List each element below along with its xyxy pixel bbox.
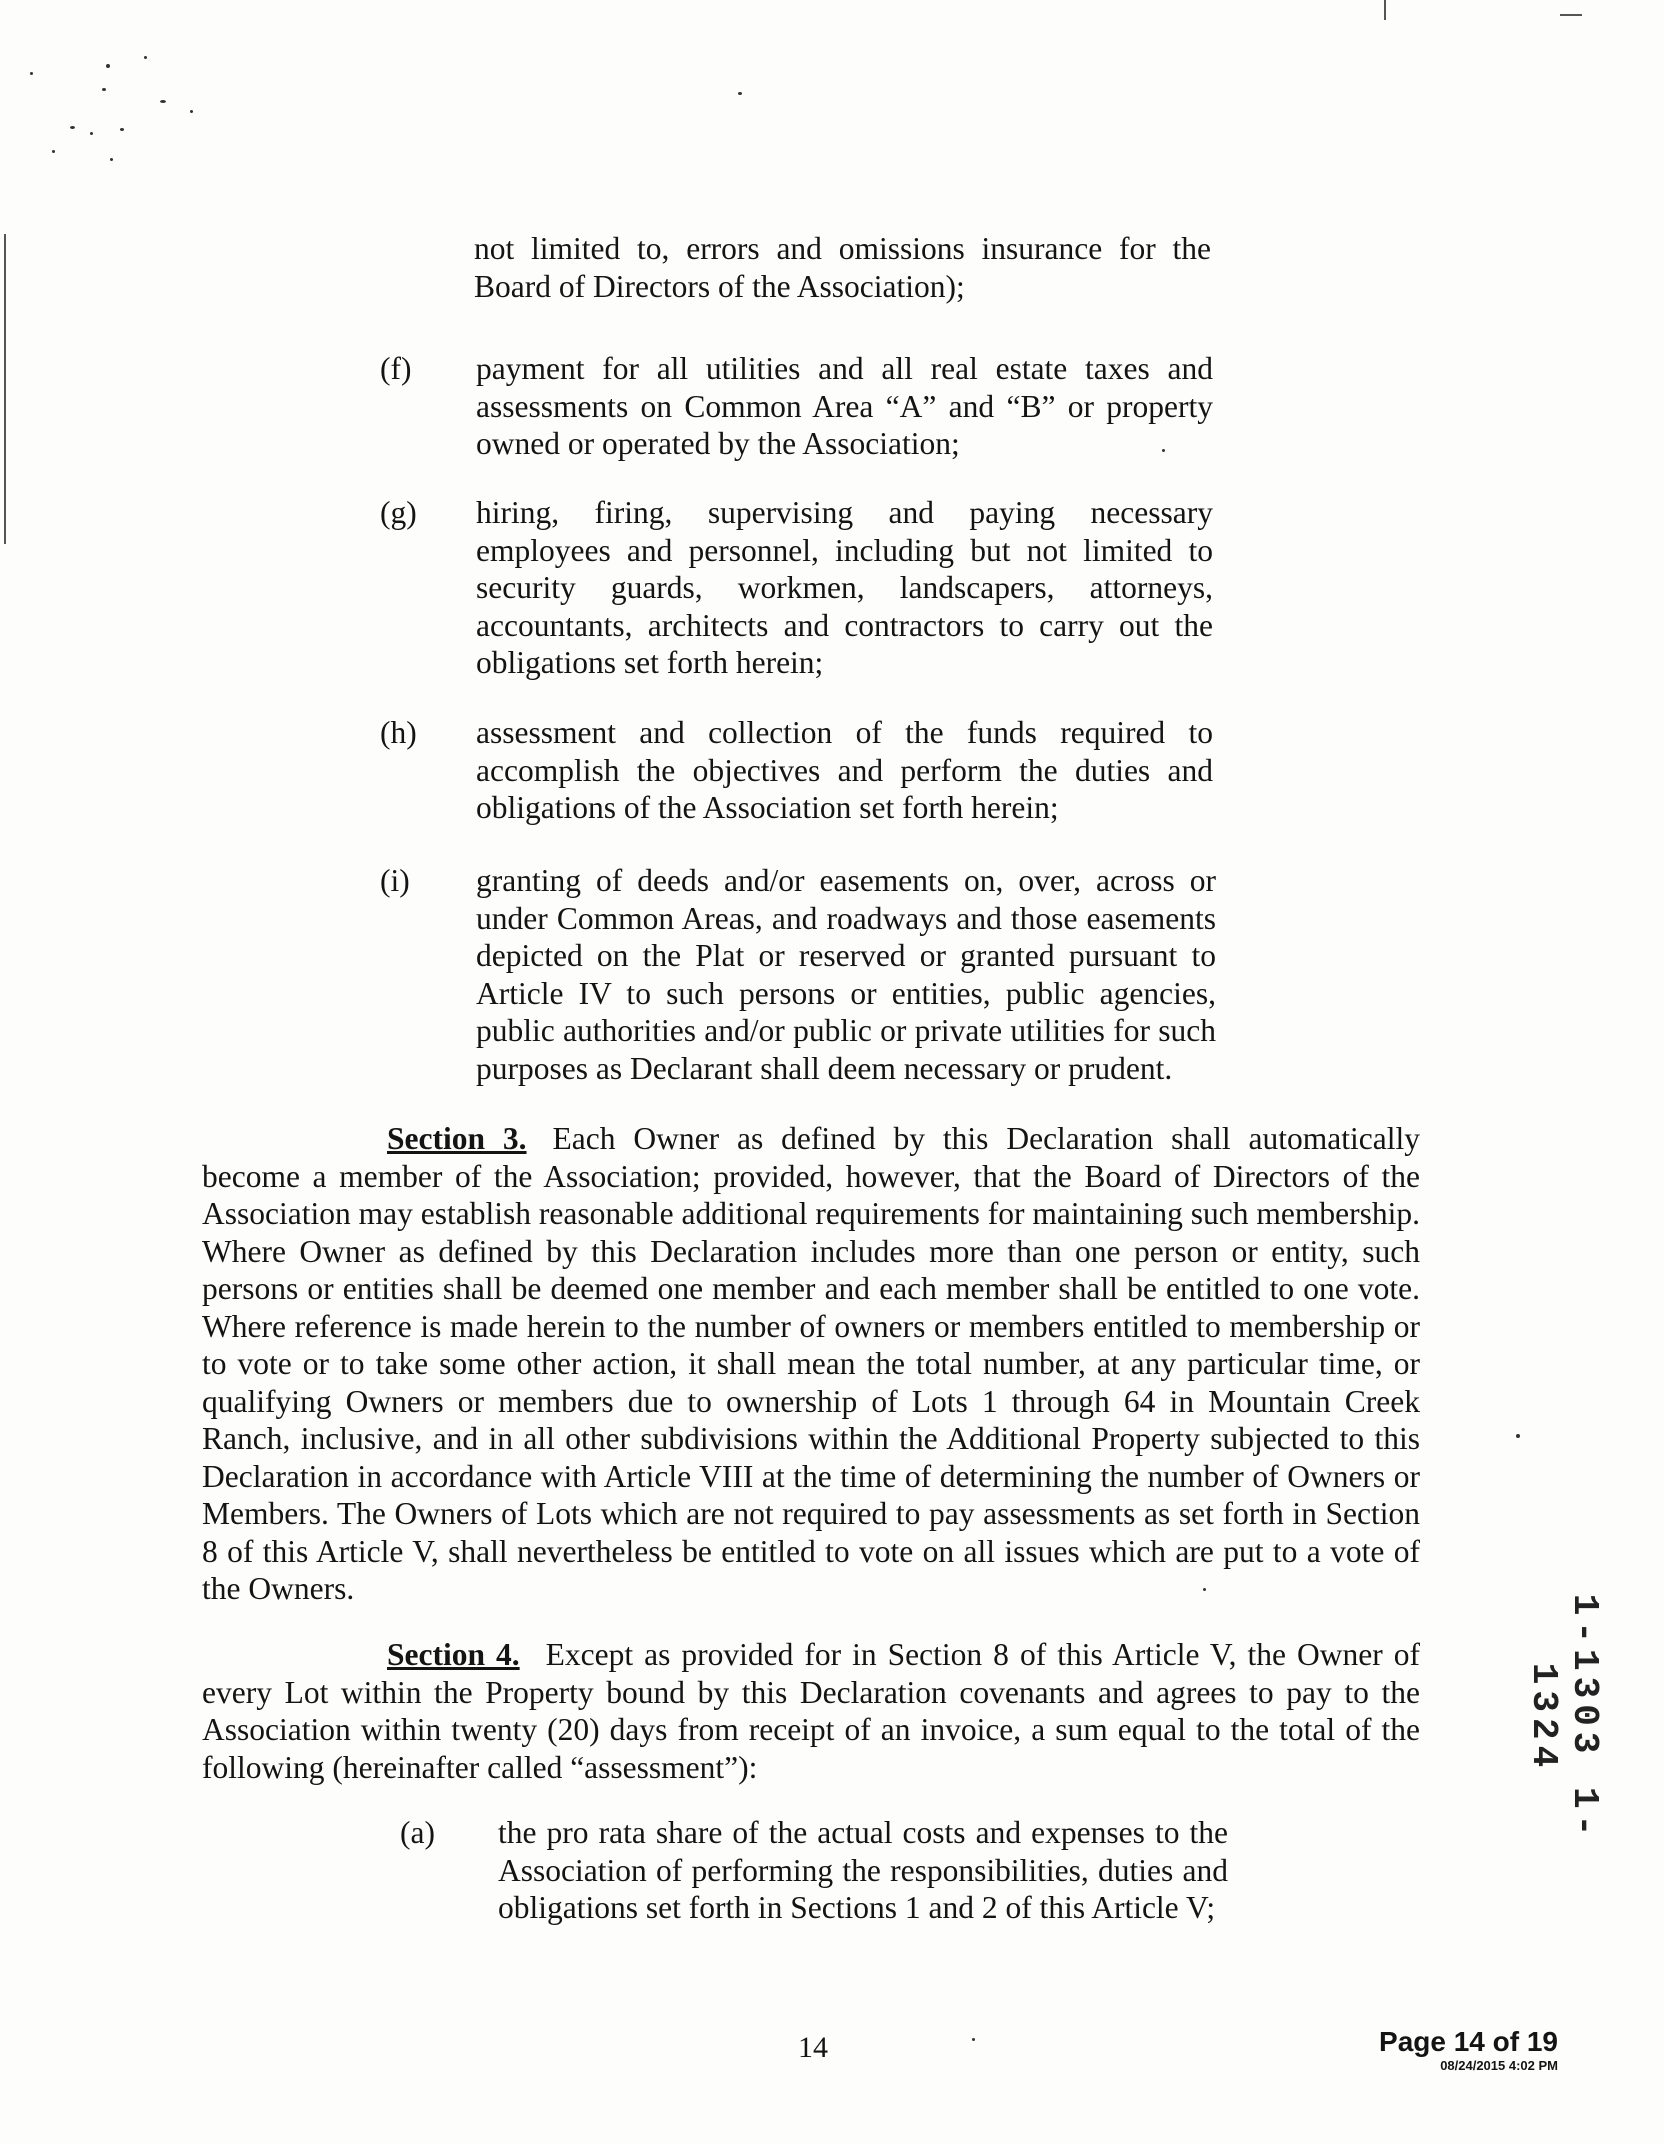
scan-speck [102, 88, 106, 91]
scan-speck [52, 150, 55, 153]
scan-speck [972, 2038, 975, 2041]
scan-speck [90, 132, 93, 135]
scan-speck [120, 128, 124, 131]
scan-edge-line [1384, 0, 1386, 20]
item-label: (g) [380, 495, 417, 530]
item-label: (a) [400, 1815, 435, 1850]
margin-recording-number: 1-1303 1-1324 [1523, 1593, 1605, 1843]
list-item-h [380, 714, 1213, 827]
section-4-paragraph [202, 1636, 1420, 1786]
item-label: (h) [380, 715, 417, 750]
list-item [378, 230, 1211, 305]
scan-edge-line [1560, 14, 1582, 16]
scan-speck [106, 64, 110, 68]
section-4-text: Except as provided for in Section 8 of this Article V, the Owner of every Lot within the Property bound by this Declaration covenants and agrees to pay to the Association within twenty (20) days from receipt of an invoice, a sum equal to the total of the following (hereinafter called “assessment”): [202, 1637, 1420, 1785]
page-of-label: Page 14 of 19 [1379, 2026, 1558, 2057]
scan-speck [70, 126, 75, 129]
print-timestamp: 08/24/2015 4:02 PM [1440, 2058, 1558, 2073]
item-text: assessment and collection of the funds required to accomplish the objectives and perform the duties and obligations of the Association set forth herein; [476, 715, 1213, 825]
item-text: not limited to, errors and omissions insurance for the Board of Directors of the Association); [474, 231, 1211, 304]
scan-speck [30, 72, 33, 75]
page-number: 14 [798, 2031, 828, 2064]
scan-speck [144, 56, 147, 59]
item-label: (i) [380, 863, 410, 898]
list-item-i [380, 862, 1216, 1087]
item-label: (f) [380, 351, 412, 386]
section-3-text: Each Owner as defined by this Declaration shall automatically become a member of the Association; provided, however, that the Board of Directors of the Association may establish reasonable additional requirements for maintaining such membership. Where Owner as defined by this Declaration includes more than one person or entity, such persons or entities shall be deemed one member and each member shall be entitled to one vote. Where reference is made herein to the number of owners or members entitled to membership or to vote or to take some other action, it shall mean the total number, at any particular time, or qualifying Owners or members due to ownership of Lots 1 through 64 in Mountain Creek Ranch, inclusive, and in all other subdivisions within the Additional Property subjected to this Declaration in accordance with Article VIII at the time of determining the number of Owners or Members. The Owners of Lots which are not required to pay assessments as set forth in Section 8 of this Article V, shall nevertheless be entitled to vote on all issues which are put to a vote of the Owners. [202, 1121, 1420, 1606]
scan-speck [110, 158, 113, 161]
scan-speck [190, 110, 193, 113]
item-text: granting of deeds and/or easements on, over, across or under Common Areas, and roadways and those easements depicted on the Plat or reserved or granted pursuant to Article IV to such persons or entities, public agencies, public authorities and/or public or private utilities for such purposes as Declarant shall deem necessary or prudent. [476, 863, 1216, 1086]
list-item-a [400, 1814, 1228, 1927]
section-4-heading: Section 4. [387, 1637, 520, 1672]
item-text: the pro rata share of the actual costs and expenses to the Association of performing the responsibilities, duties and obligations set forth in Sections 1 and 2 of this Article V; [498, 1815, 1228, 1925]
page-stamp [1379, 2026, 1558, 2074]
item-text: payment for all utilities and all real estate taxes and assessments on Common Area “A” and “B” or property owned or operated by the Association; [476, 351, 1213, 461]
scan-speck [1516, 1434, 1520, 1438]
scan-speck [160, 100, 166, 103]
section-3-heading: Section 3. [387, 1121, 527, 1156]
list-item-g [380, 494, 1213, 682]
item-label [378, 230, 474, 305]
item-text: hiring, firing, supervising and paying necessary employees and personnel, including but not limited to security guards, workmen, landscapers, attorneys, accountants, architects and contractors to carry out the obligations set forth herein; [476, 495, 1213, 680]
scan-speck [738, 92, 742, 95]
scan-edge-line [4, 234, 6, 544]
section-3-paragraph [202, 1120, 1420, 1608]
list-item-f [380, 350, 1213, 463]
